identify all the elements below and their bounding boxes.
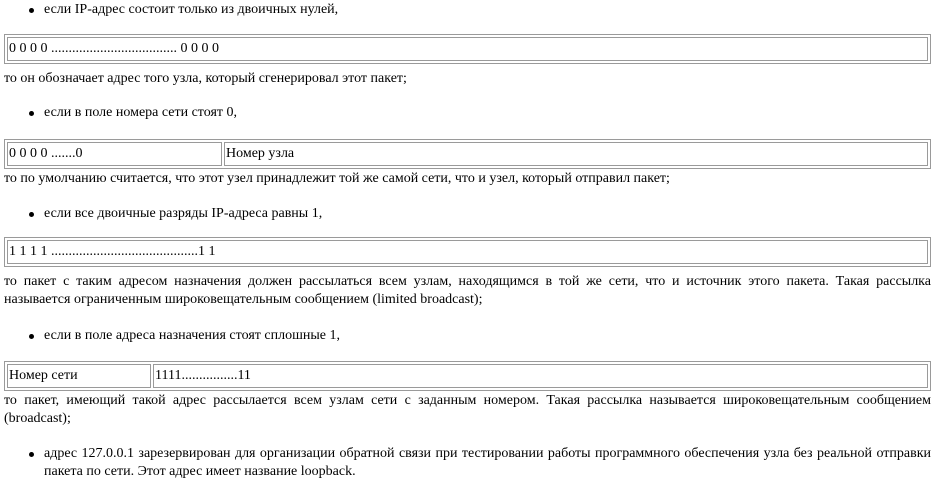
bullet-list-2	[4, 104, 931, 122]
bullet-list-5	[4, 445, 931, 481]
bullet-list-4	[4, 327, 931, 345]
address-table-host-ones	[4, 361, 931, 391]
table-row	[7, 240, 928, 264]
bullet-item-all-ones: если все двоичные разряды IP-адреса равны 1,	[4, 205, 931, 223]
address-table-network-zeros	[4, 139, 931, 169]
table-cell-address: 0 0 0 0 .................................... 0 0 0 0	[7, 37, 928, 61]
address-table-all-zeros	[4, 34, 931, 64]
table-row	[7, 37, 928, 61]
table-cell-host-ones: 1111................11	[153, 364, 928, 388]
table-cell-host-number: Номер узла	[224, 142, 928, 166]
bullet-list-3	[4, 205, 931, 223]
bullet-item-all-zeros: если IP-адрес состоит только из двоичных нулей,	[4, 1, 931, 19]
table-row	[7, 142, 928, 166]
table-cell-network-part: 0 0 0 0 .......0	[7, 142, 222, 166]
paragraph-all-zeros: то он обозначает адрес того узла, который сгенерировал этот пакет;	[4, 71, 407, 86]
table-cell-address: 1 1 1 1 ..........................................1 1	[7, 240, 928, 264]
bullet-item-loopback: адрес 127.0.0.1 зарезервирован для организации обратной связи при тестировании работы программного обеспечения узла без реальной отправки пакета по сети. Этот адрес имеет название loopback.	[4, 445, 931, 481]
paragraph-broadcast: то пакет, имеющий такой адрес рассылается всем узлам сети с заданным номером. Такая рассылка называется широковещательным сообщением (broadcast);	[4, 393, 931, 426]
bullet-list-1	[4, 1, 931, 19]
address-table-all-ones	[4, 237, 931, 267]
bullet-item-host-ones: если в поле адреса назначения стоят сплошные 1,	[4, 327, 931, 345]
table-row	[7, 364, 928, 388]
paragraph-network-zeros: то по умолчанию считается, что этот узел принадлежит той же самой сети, что и узел, который отправил пакет;	[4, 171, 670, 186]
table-cell-network-number: Номер сети	[7, 364, 151, 388]
bullet-item-network-zeros: если в поле номера сети стоят 0,	[4, 104, 931, 122]
paragraph-limited-broadcast: то пакет с таким адресом назначения должен рассылаться всем узлам, находящимся в той же сети, что и источник этого пакета. Такая рассылка называется ограниченным широковещательным сообщением (limited broadcast);	[4, 274, 931, 307]
